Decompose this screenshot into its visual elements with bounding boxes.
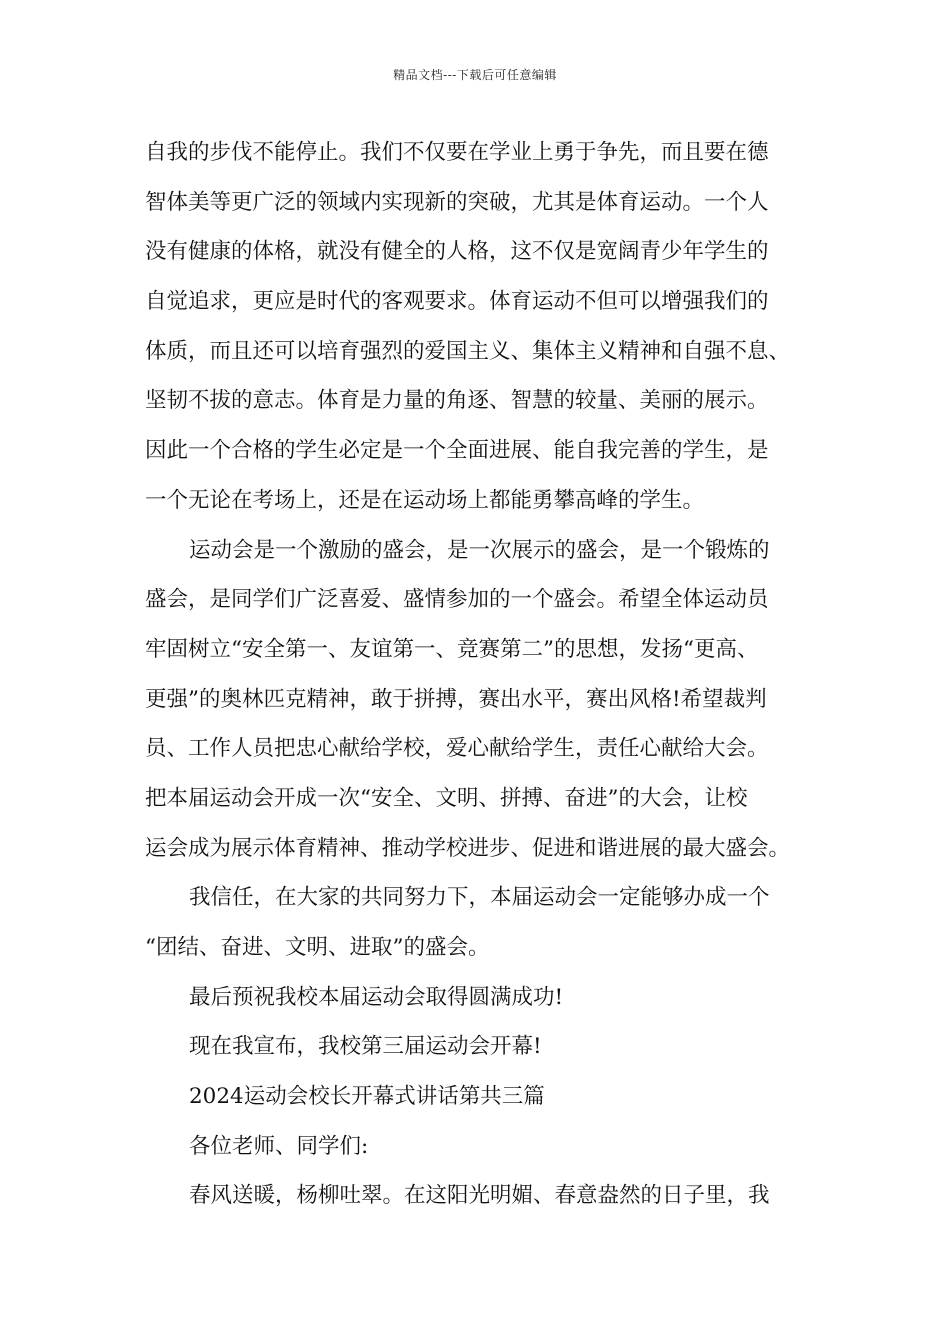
text-line: 一个无论在考场上，还是在运动场上都能勇攀高峰的学生。 — [145, 487, 705, 513]
text-line: 2024运动会校长开幕式讲话第共三篇 — [189, 1084, 545, 1110]
text-line: 体质，而且还可以培育强烈的爱国主义、集体主义精神和自强不息、 — [145, 338, 791, 364]
text-line: 盛会，是同学们广泛喜爱、盛情参加的一个盛会。希望全体运动员 — [145, 587, 769, 613]
text-line: 把本届运动会开成一次“安全、文明、拼搏、奋进”的大会，让校 — [145, 785, 748, 811]
page-header: 精品文档---下载后可任意编辑 — [393, 68, 557, 82]
text-line: 因此一个合格的学生必定是一个全面进展、能自我完善的学生，是 — [145, 438, 769, 464]
text-line: 坚韧不拔的意志。体育是力量的角逐、智慧的较量、美丽的展示。 — [145, 388, 769, 414]
text-line: 自我的步伐不能停止。我们不仅要在学业上勇于争先，而且要在德 — [145, 140, 769, 165]
text-line: 各位老师、同学们: — [189, 1133, 369, 1159]
text-line: 更强”的奥林匹克精神，敢于拼搏，赛出水平，赛出风格!希望裁判 — [145, 686, 767, 712]
text-line: 运会成为展示体育精神、推动学校进步、促进和谐进展的最大盛会。 — [145, 835, 791, 861]
text-line: 最后预祝我校本届运动会取得圆满成功! — [189, 984, 564, 1010]
text-line: “团结、奋进、文明、进取”的盛会。 — [145, 935, 490, 960]
text-line: 智体美等更广泛的领域内实现新的突破，尤其是体育运动。一个人 — [145, 189, 769, 215]
text-line: 现在我宣布，我校第三届运动会开幕! — [189, 1034, 542, 1060]
text-line: 没有健康的体格，就没有健全的人格，这不仅是宽阔青少年学生的 — [145, 239, 769, 265]
text-line: 牢固树立“安全第一、友谊第一、竞赛第二”的思想，发扬“更高、 — [145, 636, 759, 662]
text-line: 运动会是一个激励的盛会，是一次展示的盛会，是一个锻炼的 — [189, 537, 770, 563]
text-line: 我信任，在大家的共同努力下，本届运动会一定能够办成一个 — [189, 885, 770, 911]
text-line: 员、工作人员把忠心献给学校，爱心献给学生，责任心献给大会。 — [145, 736, 769, 762]
text-line: 春风送暖，杨柳吐翠。在这阳光明媚、春意盎然的日子里，我 — [189, 1183, 770, 1209]
document-body — [145, 128, 825, 1221]
text-line: 自觉追求，更应是时代的客观要求。体育运动不但可以增强我们的 — [145, 289, 769, 315]
